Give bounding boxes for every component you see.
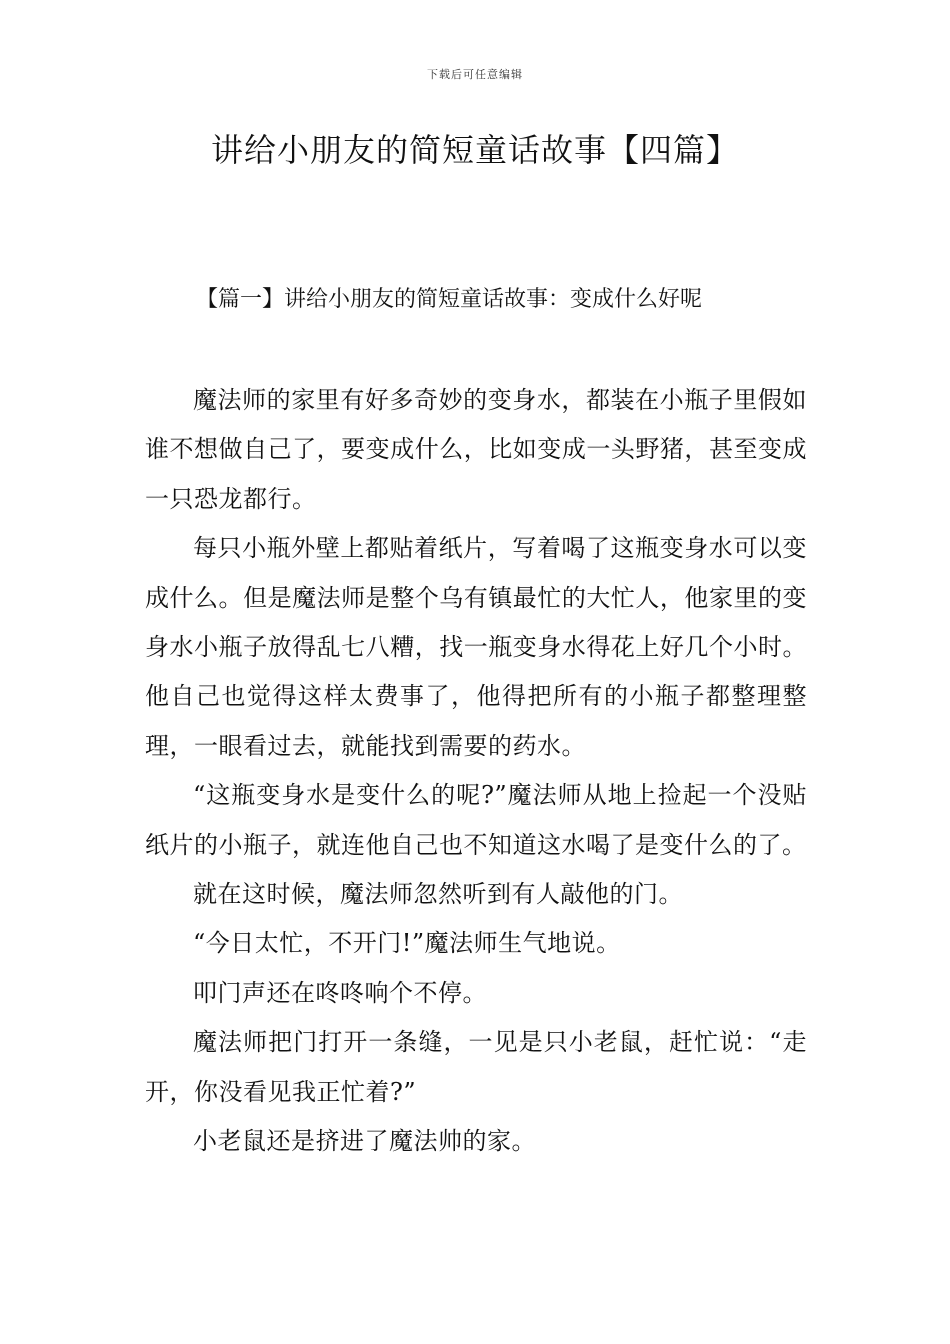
paragraph: 叩门声还在咚咚响个不停。 [193, 978, 487, 1007]
header-note: 下载后可任意编辑 [427, 68, 523, 81]
paragraph: 小老鼠还是挤进了魔法帅的家。 [193, 1127, 536, 1156]
section-heading: 【篇一】讲给小朋友的简短童话故事：变成什么好呢 [196, 287, 703, 312]
paragraph: 就在这时候，魔法师忽然听到有人敲他的门。 [193, 880, 683, 909]
paragraph: 每只小瓶外壁上都贴着纸片，写着喝了这瓶变身水可以变成什么。但是魔法师是整个乌有镇最忙的大忙人，他家里的变身水小瓶子放得乱七八糟，找一瓶变身水得花上好几个小时。他自己也觉得这样太费事了，他得把所有的小瓶子都整理整理，一眼看过去，就能找到需要的药水。 [145, 534, 807, 760]
paragraph: “这瓶变身水是变什么的呢?”魔法师从地上捡起一个没贴纸片的小瓶子，就连他自己也不知道这水喝了是变什么的了。 [145, 781, 807, 859]
paragraph: “今日太忙，不开门!”魔法师生气地说。 [193, 929, 621, 958]
page-title: 讲给小朋友的简短童话故事【四篇】 [210, 131, 739, 169]
paragraph: 魔法师把门打开一条缝，一见是只小老鼠，赶忙说：“走开，你没看见我正忙着?” [145, 1028, 807, 1106]
paragraph: 魔法师的家里有好多奇妙的变身水，都装在小瓶子里假如谁不想做自己了，要变成什么，比如变成一头野猪，甚至变成一只恐龙都行。 [145, 386, 807, 513]
story-body [145, 376, 807, 1167]
